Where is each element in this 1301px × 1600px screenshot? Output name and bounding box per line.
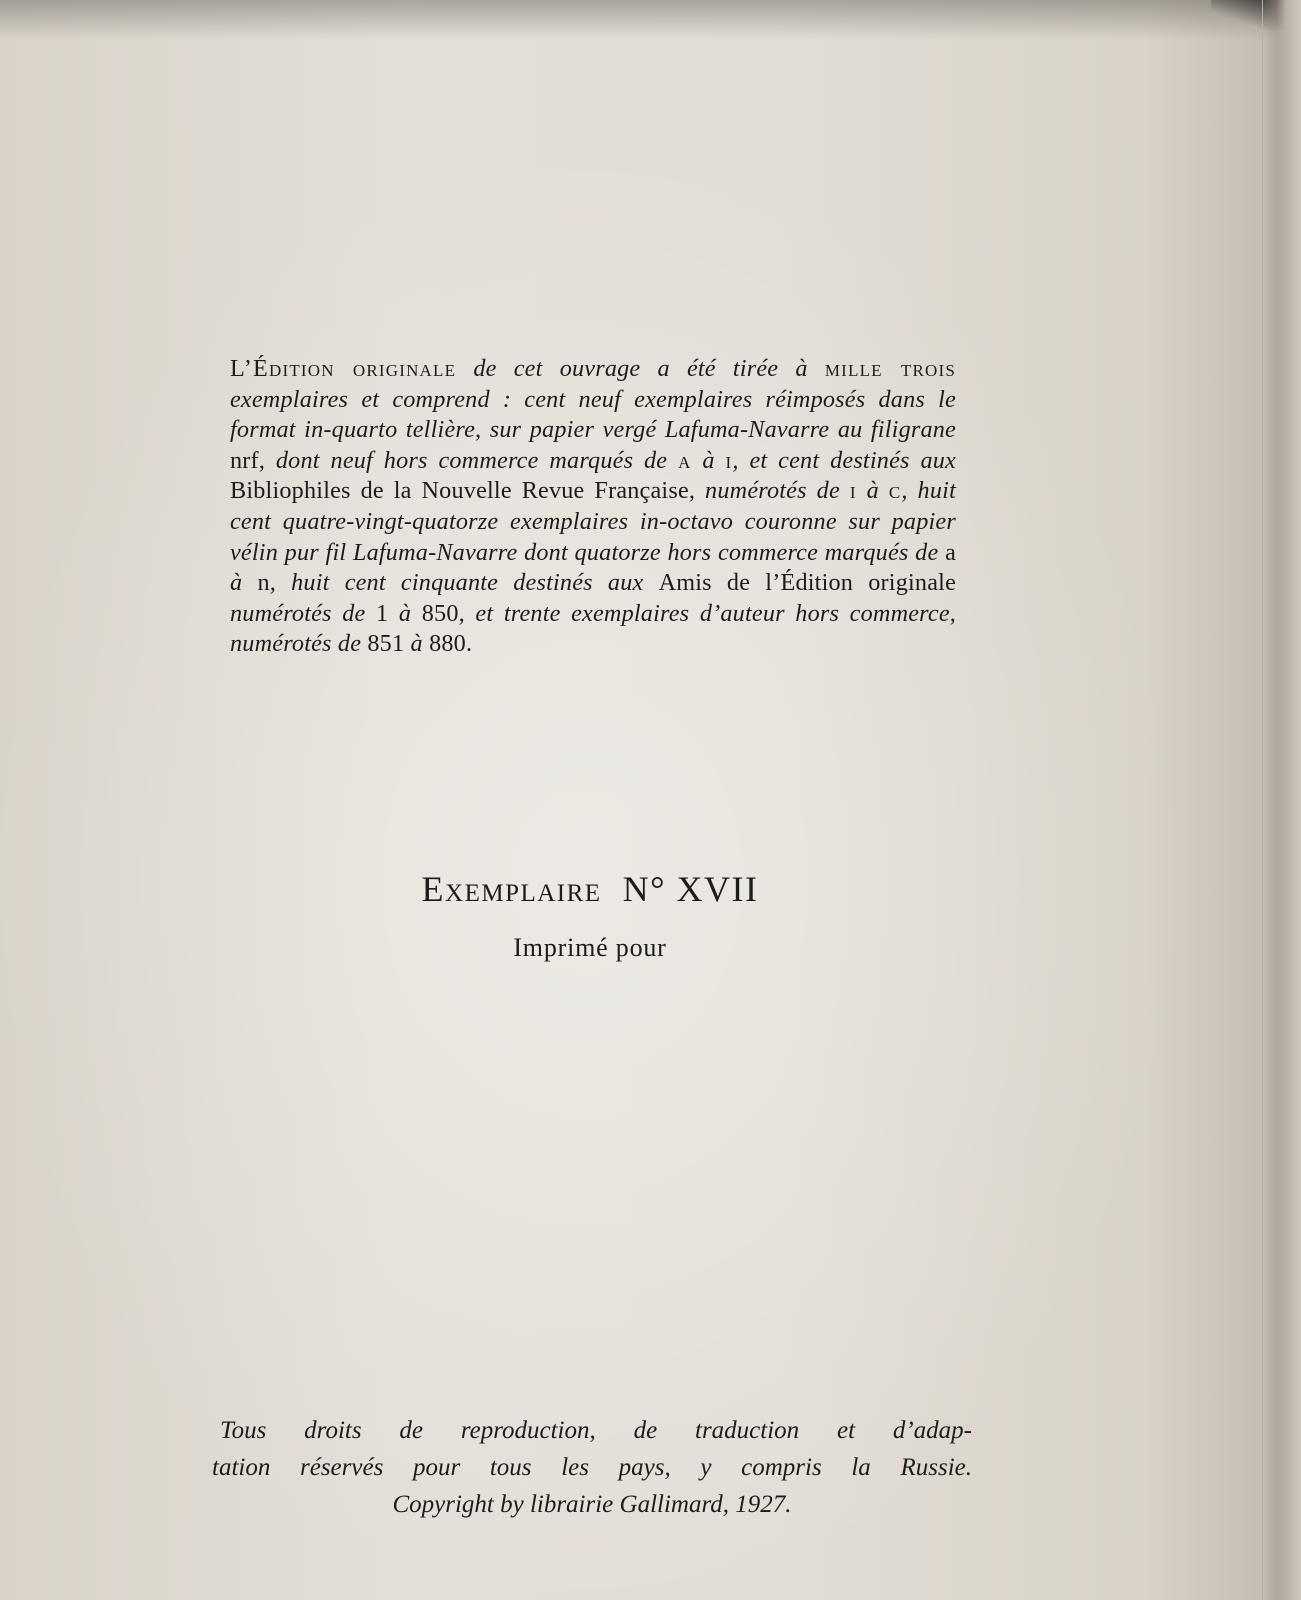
copy-number-line — [0, 868, 1180, 910]
edition-text-segment: , et cent destinés aux — [732, 446, 956, 474]
edition-text-segment: i — [849, 477, 857, 505]
edition-text-segment: 880. — [429, 630, 473, 658]
edition-text-segment: exemplaires et comprend : cent neuf exemplaires réimposés dans le format in-quarto tellière, sur papier vergé Lafuma-Navarre au filigrane — [230, 385, 956, 444]
edition-text-segment: a — [945, 538, 956, 566]
edition-text-segment: mille trois — [824, 355, 957, 382]
edition-text-segment: 1 — [376, 599, 389, 627]
edition-text-segment: a — [678, 446, 692, 474]
copyright-line-3: Copyright by librairie Gallimard, 1927. — [392, 1491, 792, 1518]
edition-text-segment: c — [888, 477, 902, 505]
copyright-line-1: Tous droits de reproduction, de traduction et d’adap- — [220, 1417, 972, 1444]
edition-text-segment: 851 — [367, 630, 405, 658]
edition-text-segment: i — [725, 446, 733, 474]
edition-text-segment: à — [691, 446, 726, 474]
edition-text-segment: à — [230, 569, 258, 597]
number-prefix: N° — [622, 869, 666, 909]
edition-text-segment: , huit cent quatre-vingt-quatorze exemplaires in-octavo couronne sur papier vélin pur fil Lafuma-Navarre dont quatorze hors commerce marqués de — [230, 477, 956, 566]
top-shadow — [0, 0, 1301, 40]
edition-text-segment: , numérotés de — [688, 477, 850, 505]
edition-text-segment: numérotés de — [230, 599, 377, 627]
edition-text-segment: à — [388, 599, 422, 627]
edition-text-segment: , dont neuf hors commerce marqués de — [258, 446, 679, 474]
edition-text-segment: , et trente exemplaires d’auteur hors commerce, numérotés de — [230, 599, 957, 658]
edition-text-segment: nrf — [230, 446, 259, 474]
printed-for: Imprimé pour — [513, 933, 667, 962]
page-gutter-edge — [1262, 0, 1301, 1600]
copy-label: Exemplaire — [421, 869, 602, 909]
copy-number: XVII — [676, 869, 759, 909]
copyright-notice — [212, 1412, 972, 1523]
edition-text-segment: L’Édition originale — [230, 355, 457, 382]
edition-text-segment: 850 — [421, 599, 459, 627]
copyright-line-2: tation réservés pour tous les pays, y compris la Russie. — [212, 1454, 972, 1481]
edition-text-segment: à — [404, 630, 430, 658]
edition-text-segment: , huit cent cinquante destinés aux — [269, 569, 659, 597]
edition-text-segment: à — [856, 477, 889, 505]
edition-text-segment: de cet ouvrage a été tirée à — [456, 355, 825, 382]
edition-text-segment: n — [257, 569, 270, 597]
edition-statement — [230, 354, 956, 660]
edition-text-segment: Bibliophiles de la Nouvelle Revue Française — [230, 477, 689, 505]
edition-text-segment: Amis de l’Édition originale — [658, 569, 957, 597]
